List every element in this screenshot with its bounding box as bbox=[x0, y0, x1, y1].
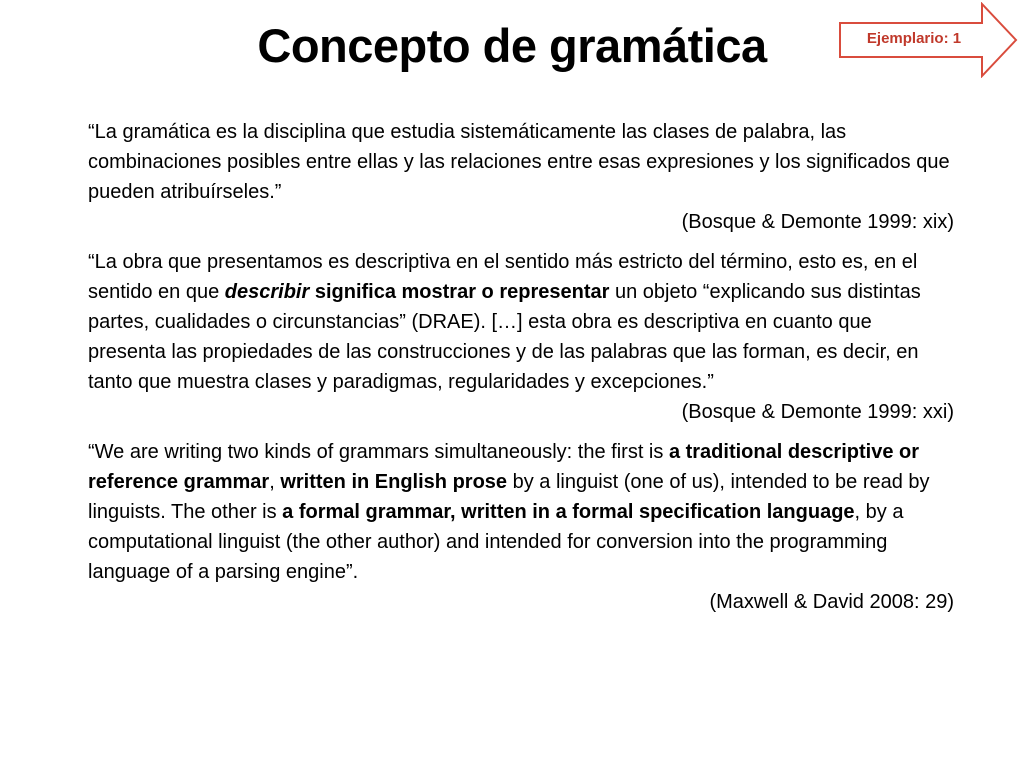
quote-segment: “La gramática es la disciplina que estudia sistemáticamente las clases de palabra, las combinaciones posibles entre ellas y las relaciones entre esas expresiones y los significados que pueden atribuírseles.” bbox=[88, 121, 950, 203]
quote-segment: “We are writing two kinds of grammars simultaneously: the first is bbox=[88, 441, 669, 463]
quote-block bbox=[88, 117, 954, 237]
citation: (Bosque & Demonte 1999: xix) bbox=[681, 211, 954, 233]
quotes-container bbox=[88, 117, 954, 627]
citation: (Bosque & Demonte 1999: xxi) bbox=[681, 401, 954, 423]
quote-text bbox=[88, 247, 954, 397]
ejemplario-label: Ejemplario: 1 bbox=[866, 30, 962, 47]
quote-segment: a formal grammar, written in a formal specification language bbox=[282, 501, 855, 523]
quote-text bbox=[88, 117, 954, 207]
quote-segment: “La obra que presentamos es descriptiva en el sentido más estricto del término, esto es, en el sentido en que bbox=[88, 251, 918, 303]
quote-segment: a traditional descriptive or reference grammar bbox=[88, 441, 920, 493]
quote-block bbox=[88, 437, 954, 617]
quote-segment: , bbox=[269, 471, 281, 493]
ejemplario-arrow-button[interactable] bbox=[838, 2, 1018, 78]
quote-segment: significa mostrar o representar bbox=[314, 281, 610, 303]
quote-segment: describir bbox=[224, 281, 310, 303]
quote-block bbox=[88, 247, 954, 427]
quote-segment: written in English prose bbox=[280, 471, 508, 493]
quote-segment: by a linguist (one of us), intended to be read by linguists. The other is bbox=[88, 471, 930, 523]
page-title: Concepto de gramática bbox=[257, 19, 767, 72]
quote-segment: un objeto “explicando sus distintas partes, cualidades o circunstancias” (DRAE). […] esta obra es descriptiva en cuanto que presenta las propiedades de las construcciones y de las palabras que las forman, es decir, en tanto que muestra clases y paradigmas, regularidades y excepciones.” bbox=[88, 281, 921, 393]
quote-segment: , by a computational linguist (the other author) and intended for conversion into the programming language of a parsing engine”. bbox=[88, 501, 904, 583]
citation: (Maxwell & David 2008: 29) bbox=[709, 591, 954, 613]
quote-text bbox=[88, 437, 954, 587]
